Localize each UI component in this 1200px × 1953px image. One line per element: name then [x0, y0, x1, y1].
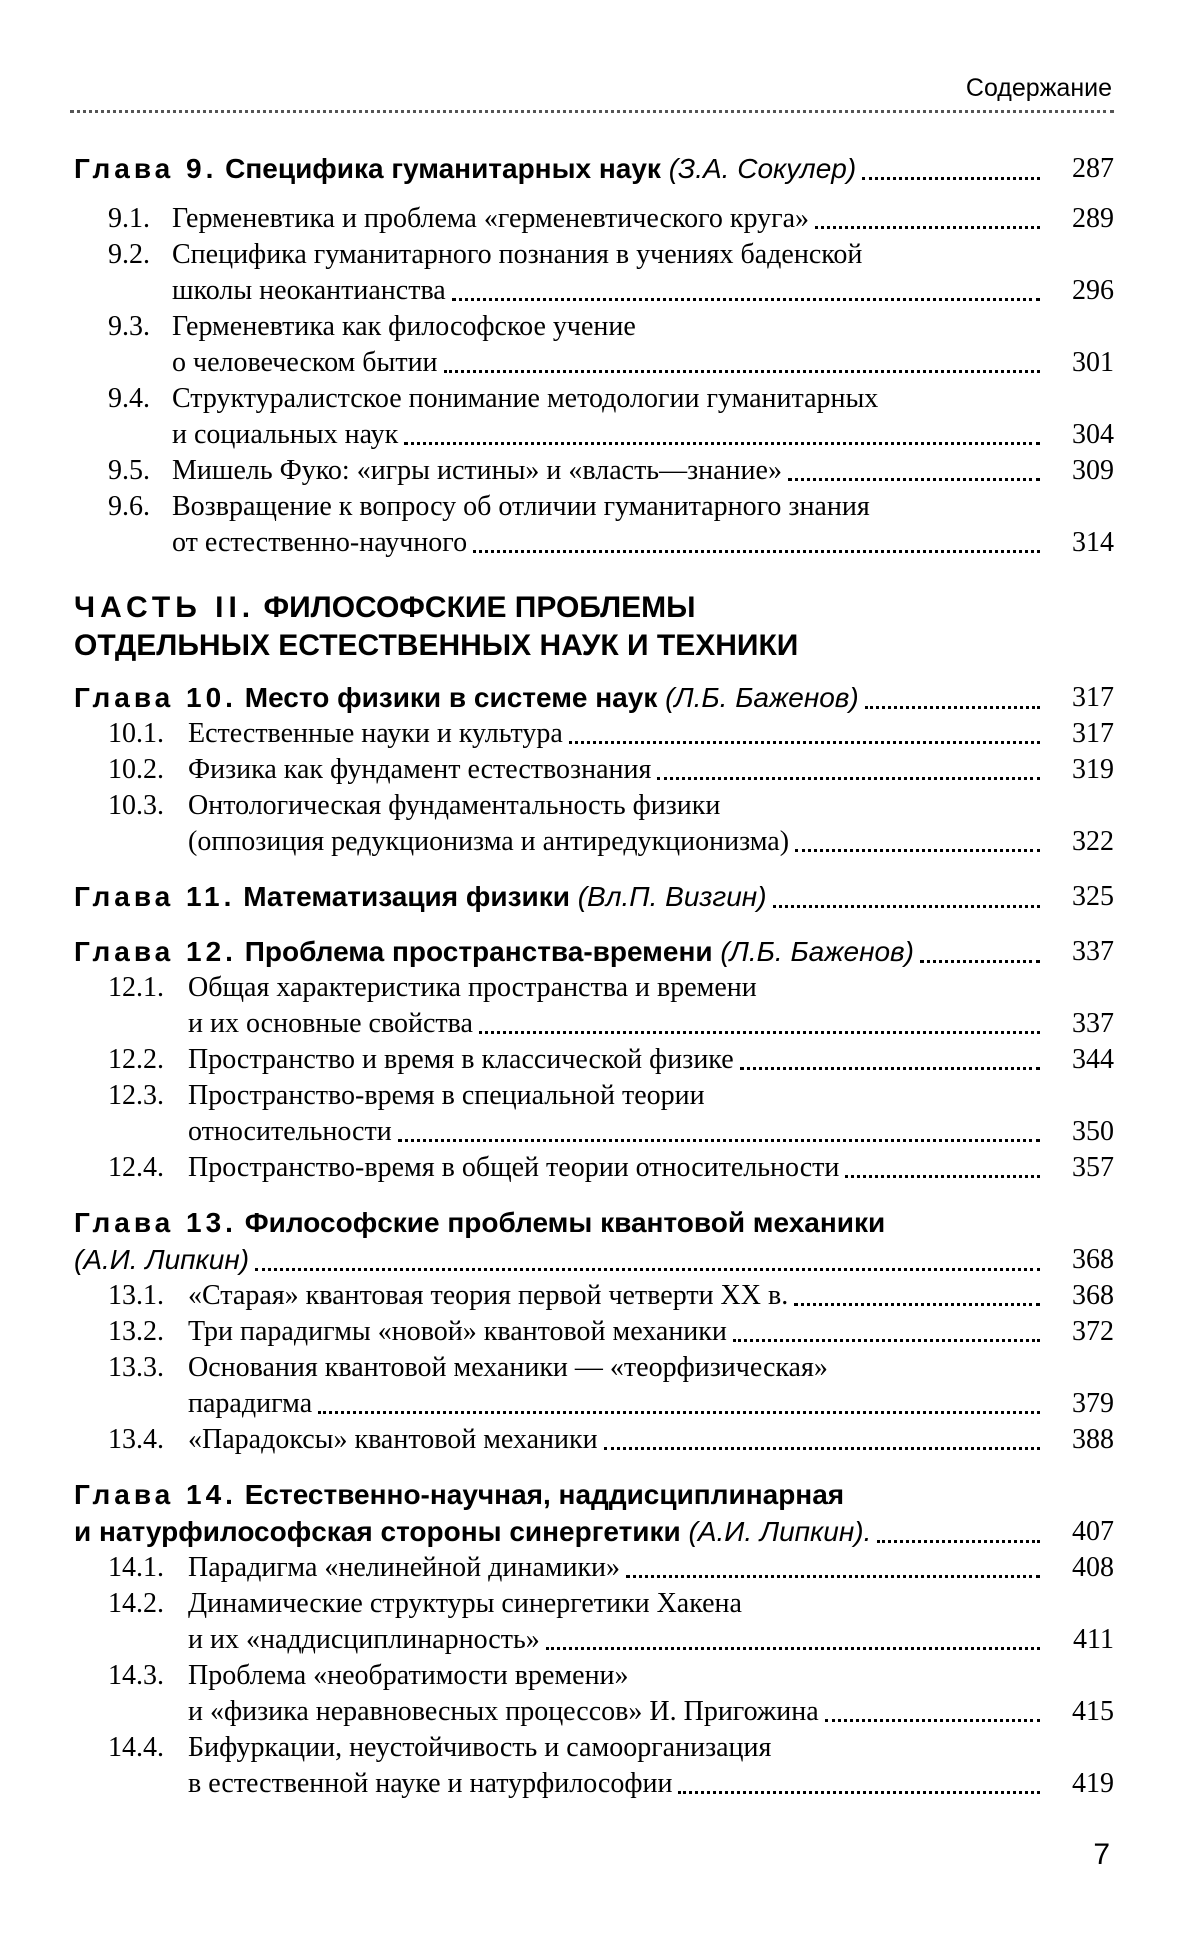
section-number: 10.3. [108, 790, 164, 821]
section-title: Три парадигмы «новой» квантовой механики [188, 1316, 727, 1347]
dot-leader [733, 1339, 1040, 1342]
section-title: Естественные науки и культура [188, 718, 563, 749]
toc-chapter-14[interactable] [74, 1476, 1114, 1550]
toc-section-13-3[interactable] [74, 1350, 1114, 1422]
chapter-label: Глава 10. [74, 682, 237, 713]
chapter-heading [74, 878, 767, 915]
toc-chapter-10[interactable] [74, 679, 1114, 716]
page-number: 301 [1072, 347, 1114, 378]
page-number: 314 [1072, 527, 1114, 558]
chapter-author: (Л.Б. Баженов) [665, 682, 859, 713]
section-number: 10.2. [108, 754, 164, 785]
chapter-title-line1: Естественно-научная, наддисциплинарная [244, 1479, 845, 1510]
dot-leader [473, 550, 1040, 553]
part-heading-line1 [74, 589, 1114, 627]
page-number: 415 [1072, 1696, 1114, 1727]
dot-leader [255, 1268, 1040, 1271]
chapter-heading [74, 1204, 1114, 1241]
chapter-author: (А.И. Липкин). [688, 1516, 872, 1547]
running-header: Содержание [965, 74, 1112, 102]
chapter-author: (З.А. Сокулер) [668, 153, 857, 184]
chapter-title-line2-text: и натурфилософская стороны синергетики [74, 1516, 681, 1547]
section-title-line1: Возвращение к вопросу об отличии гуманитарного знания [172, 491, 870, 522]
dot-leader [404, 442, 1040, 445]
section-title-line1: Основания квантовой механики — «теорфизическая» [188, 1352, 828, 1383]
dot-leader [825, 1719, 1040, 1722]
toc-chapter-11[interactable] [74, 878, 1114, 915]
section-number: 9.5. [108, 455, 150, 486]
chapter-title: Философские проблемы квантовой механики [244, 1207, 886, 1238]
page-number: 368 [1072, 1244, 1114, 1275]
toc-section-12-2[interactable] [74, 1042, 1114, 1078]
page-number: 325 [1072, 881, 1114, 912]
toc-section-12-4[interactable] [74, 1150, 1114, 1186]
dot-leader [546, 1647, 1040, 1650]
chapter-label: Глава 12. [74, 936, 237, 967]
table-of-contents [74, 150, 1114, 1802]
section-number: 14.1. [108, 1552, 164, 1583]
dot-leader [479, 1031, 1040, 1034]
page-number: 337 [1072, 936, 1114, 967]
section-number: 13.3. [108, 1352, 164, 1383]
section-number: 12.1. [108, 972, 164, 1003]
dot-leader [920, 960, 1040, 963]
dot-leader [795, 849, 1040, 852]
toc-section-13-2[interactable] [74, 1314, 1114, 1350]
dot-leader [444, 370, 1040, 373]
page-number: 317 [1072, 718, 1114, 749]
part-title-line1: ФИЛОСОФСКИЕ ПРОБЛЕМЫ [263, 591, 696, 624]
chapter-author: (Вл.П. Визгин) [577, 881, 767, 912]
section-title-line2: и их «наддисциплинарность» [188, 1624, 540, 1655]
dot-leader [773, 905, 1040, 908]
section-title-line2: от естественно-научного [172, 527, 468, 558]
chapter-heading [74, 933, 914, 970]
section-number: 9.2. [108, 239, 150, 270]
dot-leader [815, 226, 1040, 229]
spacer [74, 1458, 1114, 1476]
section-number: 13.4. [108, 1424, 164, 1455]
chapter-title: Математизация физики [243, 881, 570, 912]
section-number: 9.4. [108, 383, 150, 414]
page-number: 317 [1072, 682, 1114, 713]
section-title-line1: Общая характеристика пространства и времени [188, 972, 757, 1003]
section-title-line2: и социальных наук [172, 419, 399, 450]
dot-leader [318, 1411, 1040, 1414]
part-heading [74, 589, 1114, 665]
section-title-line1: Структуралистское понимание методологии гуманитарных [172, 383, 879, 414]
toc-section-10-3[interactable] [74, 788, 1114, 860]
chapter-label: Глава 9. [74, 153, 218, 184]
page-number: 289 [1072, 203, 1114, 234]
chapter-label: Глава 11. [74, 881, 236, 912]
section-title: «Старая» квантовая теория первой четверти XX в. [188, 1280, 789, 1311]
section-number: 12.3. [108, 1080, 164, 1111]
page-number: 337 [1072, 1008, 1114, 1039]
spacer [74, 187, 1114, 201]
section-title-line2: и «физика неравновесных процессов» И. Пригожина [188, 1696, 819, 1727]
page-number: 407 [1072, 1516, 1114, 1547]
section-number: 12.4. [108, 1152, 164, 1183]
toc-chapter-9[interactable] [74, 150, 1114, 187]
section-title-line2: о человеческом бытии [172, 347, 438, 378]
part-label: ЧАСТЬ II. [74, 591, 256, 624]
section-number: 13.2. [108, 1316, 164, 1347]
toc-section-14-3[interactable] [74, 1658, 1114, 1730]
dot-leader [845, 1175, 1040, 1178]
section-title: Пространство и время в классической физике [188, 1044, 734, 1075]
dot-leader [865, 706, 1040, 709]
section-number: 9.1. [108, 203, 150, 234]
section-title: Герменевтика и проблема «герменевтического круга» [172, 203, 810, 234]
section-number: 10.1. [108, 718, 164, 749]
section-title-line2: (оппозиция редукционизма и антиредукционизма) [188, 826, 790, 857]
section-number: 9.3. [108, 311, 150, 342]
toc-section-12-1[interactable] [74, 970, 1114, 1042]
section-title-line1: Проблема «необратимости времени» [188, 1660, 629, 1691]
chapter-label: Глава 14. [74, 1479, 237, 1510]
dot-leader [678, 1791, 1040, 1794]
dot-leader [398, 1139, 1040, 1142]
toc-section-9-2[interactable] [74, 237, 1114, 309]
spacer [74, 860, 1114, 878]
part-title-line2: ОТДЕЛЬНЫХ ЕСТЕСТВЕННЫХ НАУК И ТЕХНИКИ [74, 629, 799, 662]
section-title-line1: Герменевтика как философское учение [172, 311, 636, 342]
spacer [74, 915, 1114, 933]
toc-chapter-13[interactable] [74, 1204, 1114, 1278]
page-number: 322 [1072, 826, 1114, 857]
section-title-line2: школы неокантианства [172, 275, 446, 306]
section-title-line2: и их основные свойства [188, 1008, 473, 1039]
section-title-line1: Пространство-время в специальной теории [188, 1080, 705, 1111]
page-number: 372 [1072, 1316, 1114, 1347]
page-number: 411 [1073, 1624, 1114, 1655]
toc-section-9-5[interactable] [74, 453, 1114, 489]
chapter-title-line2 [74, 1513, 871, 1550]
dot-leader [740, 1067, 1040, 1070]
section-title-line1: Динамические структуры синергетики Хакена [188, 1588, 742, 1619]
chapter-heading [74, 679, 859, 716]
dot-leader [604, 1447, 1040, 1450]
page-number: 379 [1072, 1388, 1114, 1419]
toc-section-13-4[interactable] [74, 1422, 1114, 1458]
section-title: «Парадоксы» квантовой механики [188, 1424, 598, 1455]
dot-leader [877, 1540, 1040, 1543]
page-number: 368 [1072, 1280, 1114, 1311]
section-title: Парадигма «нелинейной динамики» [188, 1552, 621, 1583]
toc-chapter-12[interactable] [74, 933, 1114, 970]
dot-leader [862, 177, 1040, 180]
toc-section-9-1[interactable] [74, 201, 1114, 237]
chapter-heading [74, 1476, 1114, 1513]
section-title-line1: Бифуркации, неустойчивость и самоорганизация [188, 1732, 772, 1763]
section-number: 9.6. [108, 491, 150, 522]
section-number: 13.1. [108, 1280, 164, 1311]
section-title: Пространство-время в общей теории относительности [188, 1152, 840, 1183]
toc-section-14-1[interactable] [74, 1550, 1114, 1586]
folio-page-number: 7 [1093, 1838, 1110, 1871]
section-title-line2: парадигма [188, 1388, 313, 1419]
section-title-line1: Онтологическая фундаментальность физики [188, 790, 721, 821]
page-number: 309 [1072, 455, 1114, 486]
dot-leader [788, 478, 1040, 481]
toc-section-12-3[interactable] [74, 1078, 1114, 1150]
toc-section-9-6[interactable] [74, 489, 1114, 561]
chapter-heading [74, 150, 856, 187]
section-title: Физика как фундамент естествознания [188, 754, 652, 785]
toc-section-9-3[interactable] [74, 309, 1114, 381]
toc-section-10-1[interactable] [74, 716, 1114, 752]
toc-section-14-4[interactable] [74, 1730, 1114, 1802]
page-number: 319 [1072, 754, 1114, 785]
toc-section-9-4[interactable] [74, 381, 1114, 453]
page-number: 419 [1072, 1768, 1114, 1799]
dot-leader [452, 298, 1040, 301]
page-number: 296 [1072, 275, 1114, 306]
spacer [74, 1186, 1114, 1204]
section-title: Мишель Фуко: «игры истины» и «власть—знание» [172, 455, 782, 486]
page-number: 388 [1072, 1424, 1114, 1455]
dot-leader [569, 741, 1040, 744]
page-number: 357 [1072, 1152, 1114, 1183]
chapter-title: Место физики в системе наук [244, 682, 658, 713]
dot-leader [794, 1303, 1040, 1306]
section-number: 14.3. [108, 1660, 164, 1691]
dot-leader [657, 777, 1040, 780]
section-title-line1: Специфика гуманитарного познания в учениях баденской [172, 239, 863, 270]
section-number: 14.2. [108, 1588, 164, 1619]
page-number: 350 [1072, 1116, 1114, 1147]
chapter-title: Специфика гуманитарных наук [225, 153, 661, 184]
toc-section-13-1[interactable] [74, 1278, 1114, 1314]
chapter-label: Глава 13. [74, 1207, 237, 1238]
page-number: 344 [1072, 1044, 1114, 1075]
section-title-line2: относительности [188, 1116, 392, 1147]
page-number: 287 [1072, 153, 1114, 184]
dot-leader [626, 1575, 1040, 1578]
page-number: 304 [1072, 419, 1114, 450]
toc-section-10-2[interactable] [74, 752, 1114, 788]
chapter-author: (Л.Б. Баженов) [720, 936, 914, 967]
page-number: 408 [1072, 1552, 1114, 1583]
chapter-author: (А.И. Липкин) [74, 1244, 250, 1275]
section-number: 12.2. [108, 1044, 164, 1075]
section-title-line2: в естественной науке и натурфилософии [188, 1768, 673, 1799]
chapter-title: Проблема пространства-времени [244, 936, 713, 967]
toc-section-14-2[interactable] [74, 1586, 1114, 1658]
header-rule [70, 110, 1114, 113]
section-number: 14.4. [108, 1732, 164, 1763]
